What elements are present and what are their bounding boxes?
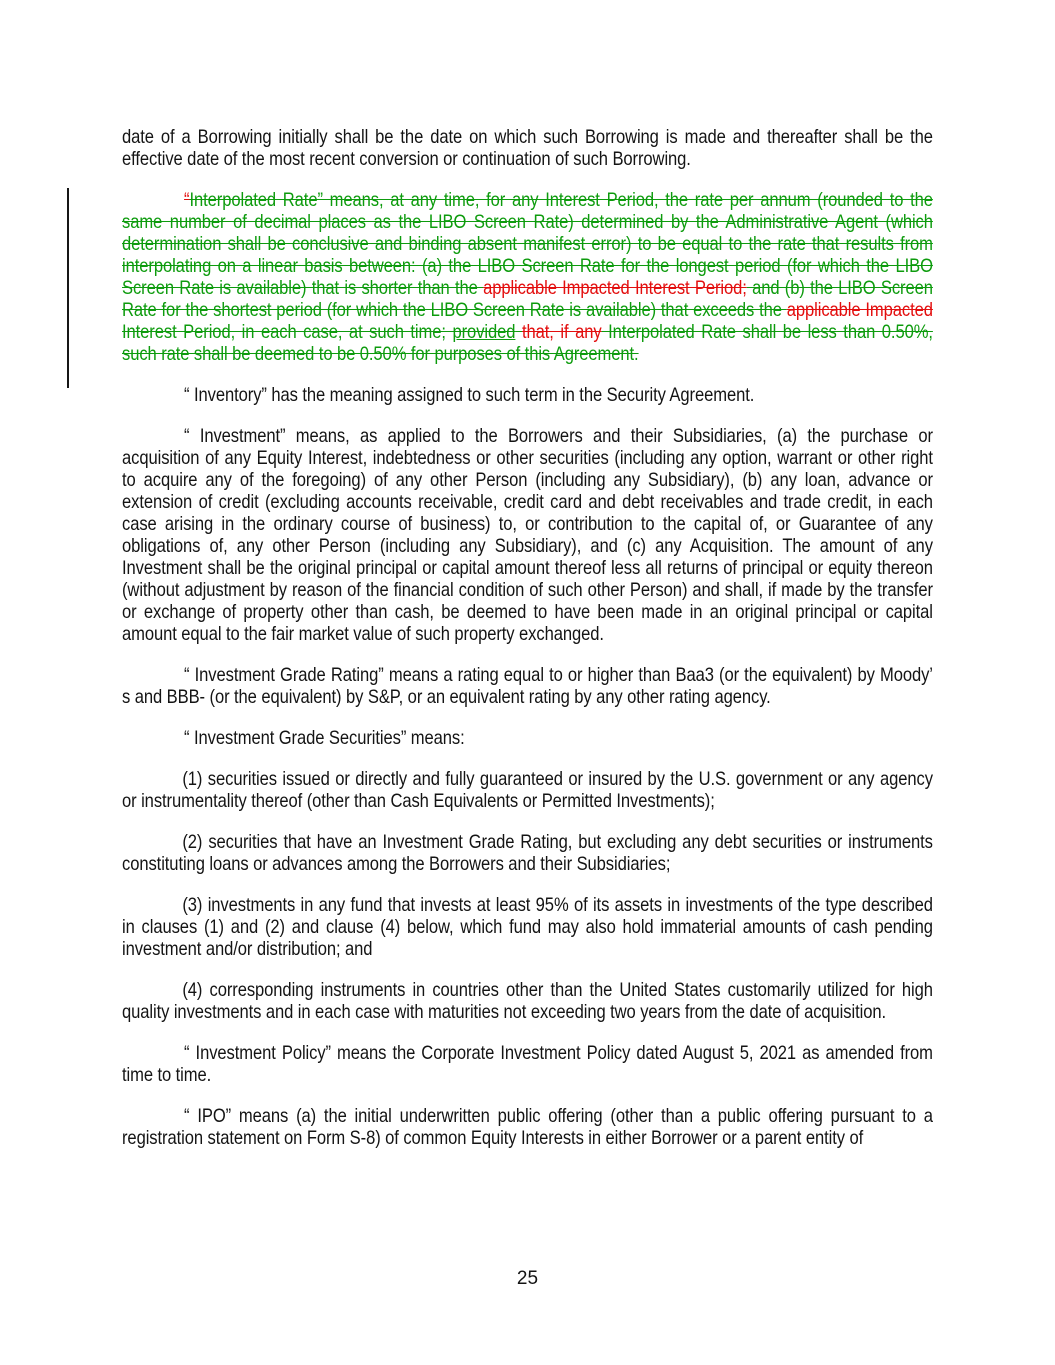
clause-2: (2) securities that have an Investment Grade Rating, but excluding any debt securities or instruments constituting loans or advances among the Borrowers and their Subsidiaries; — [122, 831, 933, 875]
definition-investment-grade-rating: “ Investment Grade Rating” means a rating equal to or higher than Baa3 (or the equivalent) by Moody’ s and BBB- (or the equivalent) by S&P, or an equivalent rating by any other rating agency. — [122, 664, 933, 708]
deleted-segment: applicable Impacted — [786, 299, 933, 321]
deleted-segment: Interest Period, in each case, at such time; — [122, 321, 453, 343]
change-bar — [67, 188, 69, 388]
definition-inventory: “ Inventory” has the meaning assigned to such term in the Security Agreement. — [184, 384, 755, 406]
deleted-segment-provided: provided — [452, 321, 516, 343]
deleted-segment: Interpolated Rate” means, at any time, for any Interest Period, the rate per annum (rounded to the same number of decimal places as the LIBO Screen Rate) determined by the Administrative Agent (which determination shall be conclusive and binding absent manifest error) to be equal to the rate that results from interpolating on a linear basis between: (a) the LIBO Screen Rate for the longest period (for which the LIBO Screen Rate is available) that is shorter than the — [122, 189, 933, 299]
definition-ipo: “ IPO” means (a) the initial underwritten public offering (other than a public offering pursuant to a registration statement on Form S-8) of common Equity Interests in either Borrower or a parent entity of — [122, 1105, 933, 1149]
clause-4: (4) corresponding instruments in countries other than the United States customarily utilized for high quality investments and in each case with maturities not exceeding two years from the date of acquisition. — [122, 979, 933, 1023]
deleted-segment: that, if any — [521, 321, 602, 343]
definition-investment-grade-securities: “ Investment Grade Securities” means: — [184, 727, 465, 749]
clause-3: (3) investments in any fund that invests at least 95% of its assets in investments of the type described in clauses (1) and (2) and clause (4) below, which fund may also hold immaterial amounts of cash pending investment and/or distribution; and — [122, 894, 933, 960]
definition-interpolated-rate-deleted — [122, 189, 933, 365]
deleted-segment: and (b) the LIBO Screen Rate for the shortest period (for which the LIBO Screen Rate is available) that exceeds the — [122, 277, 933, 321]
definition-investment-policy: “ Investment Policy” means the Corporate Investment Policy dated August 5, 2021 as amended from time to time. — [122, 1042, 933, 1086]
deleted-segment: applicable Impacted Interest Period; — [483, 277, 747, 299]
definition-investment: “ Investment” means, as applied to the Borrowers and their Subsidiaries, (a) the purchase or acquisition of any Equity Interest, indebtedness or other securities (including any option, warrant or other right to acquire any of the foregoing) of any other Person (including any Subsidiary), (b) any loan, advance or extension of credit (excluding accounts receivable, credit card and debt receivables and trade credit, in each case arising in the ordinary course of business) to, or contribution to the capital of, or Guarantee of any obligations of, any other Person (including any Subsidiary), and (c) any Acquisition. The amount of any Investment shall be the original principal or capital amount thereof less all returns of principal or equity thereon (without adjustment by reason of the financial condition of such other Person) and shall, if made by the transfer or exchange of property other than cash, be deemed to have been made in an original principal or capital amount equal to the fair market value of such property exchanged. — [122, 425, 933, 645]
deleted-segment: Interpolated Rate shall be less than 0.50%, such rate shall be deemed to be 0.50% for purposes of this Agreement. — [122, 321, 933, 365]
paragraph-intro: date of a Borrowing initially shall be the date on which such Borrowing is made and thereafter shall be the effective date of the most recent conversion or continuation of such Borrowing. — [122, 126, 933, 170]
page-number: 25 — [516, 1268, 539, 1289]
clause-1: (1) securities issued or directly and fully guaranteed or insured by the U.S. government or any agency or instrumentality thereof (other than Cash Equivalents or Permitted Investments); — [122, 768, 933, 812]
page-content — [122, 126, 933, 1168]
deleted-segment: “ — [184, 189, 190, 211]
